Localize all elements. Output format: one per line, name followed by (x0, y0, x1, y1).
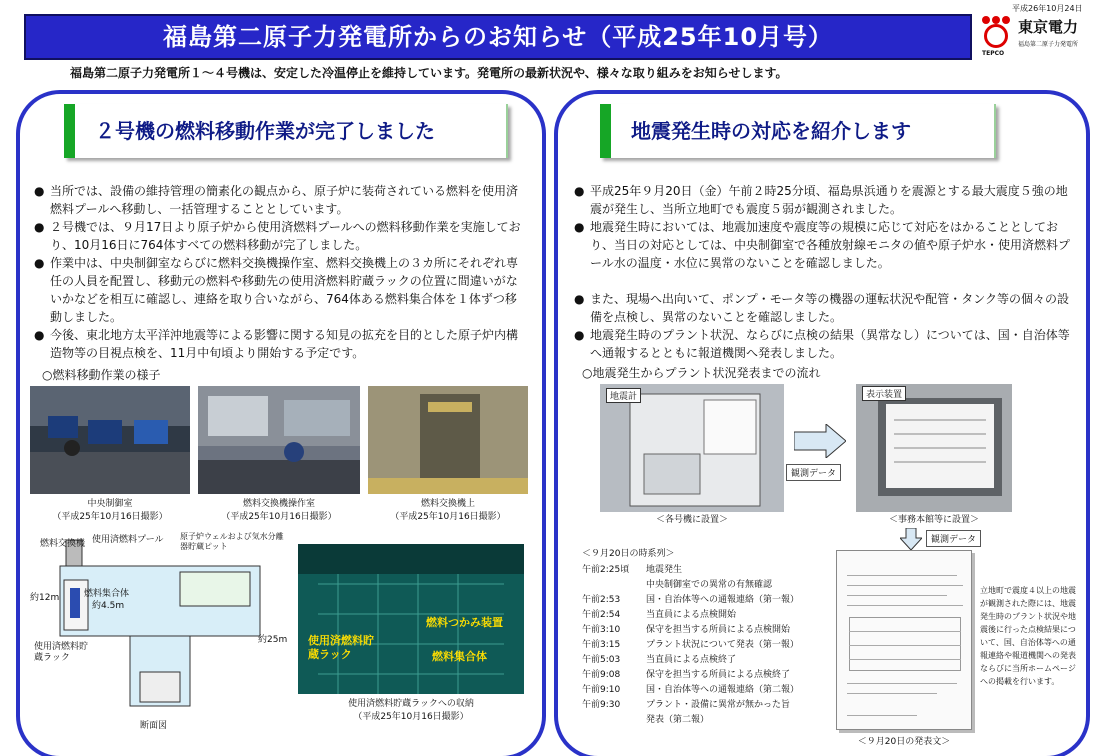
press-release-document (836, 550, 972, 730)
photo-control-room (30, 386, 190, 494)
left-bullet-4: ● 今後、東北地方太平洋沖地震等による影響に関する知見の拡充を目的とした原子炉内構造物等の目視点検を、11月中旬頃より開始する予定です。 (34, 328, 519, 360)
left-bullet-3: ● 作業中は、中央制御室ならびに燃料交換機操作室、燃料交換機上の３カ所にそれぞれ専任の人員を配置し、移動元の燃料や移動先の使用済燃料貯蔵ラックの位置に間違いがないかなどを相互に確認し、連絡を取り合いながら、764体ある燃料集合体を１体ずつ移動しました。 (34, 256, 519, 324)
caption-press-release: ＜９月20日の発表文＞ (857, 737, 951, 747)
timeline-event: 地震発生 (646, 565, 683, 575)
page-title: 福島第二原子力発電所からのお知らせ（平成25年10月号） (24, 14, 972, 60)
caption-fuel-handling-room: 燃料交換機操作室 （平成25年10月16日撮影） (221, 499, 337, 522)
timeline-event: 中央制御室での異常の有無確認 (646, 580, 773, 590)
timeline-time: 午前9:08 (582, 670, 621, 680)
photo-seismometer (600, 384, 784, 512)
diagram-label-fuel-assembly: 燃料集合体 (84, 589, 130, 599)
right-bullet-4: ● 地震発生時のプラント状況、ならびに点検の結果（異常なし）については、国・自治体等へ通報するとともに報道機関へ発表しました。 (574, 328, 1070, 360)
issue-date: 平成26年10月24日 (1012, 4, 1083, 13)
pool-label-storage-rack: 使用済燃料貯蔵ラック (308, 634, 374, 661)
right-section-label: ○地震発生からプラント状況発表までの流れ (582, 366, 821, 380)
timeline-event: プラント状況について発表（第一報） (646, 640, 799, 650)
left-panel-title: ２号機の燃料移動作業が完了しました (64, 104, 508, 158)
diagram-label-spent-fuel-pool: 使用済燃料プール (92, 535, 164, 545)
timeline-time: 午前2:54 (582, 610, 621, 620)
timeline-event: 保守を担当する所員による点検終了 (646, 670, 791, 680)
diagram-label-25m: 約25m (258, 635, 288, 645)
timeline-event: プラント・設備に異常が無かった旨 (646, 700, 791, 710)
timeline-event: 当直員による点検終了 (646, 655, 737, 665)
diagram-label-12m: 約12m (30, 593, 60, 603)
timeline-time: 午前9:10 (582, 685, 621, 695)
timeline-event: 発表（第二報） (646, 715, 710, 725)
timeline-time: 午前9:30 (582, 700, 621, 710)
photo-fuel-handling-room (198, 386, 360, 494)
pool-label-fuel-assembly: 燃料集合体 (432, 650, 487, 663)
photo-fuel-handling-machine (368, 386, 528, 494)
flow-arrow-icon (794, 424, 846, 462)
caption-fuel-handling-machine: 燃料交換機上 （平成25年10月16日撮影） (390, 499, 506, 522)
right-panel-title: 地震発生時の対応を紹介します (600, 104, 996, 158)
right-bullet-2: ● 地震発生時においては、地震加速度や震度等の規模に応じて対応をはかることとしており、当日の対応としては、中央制御室で各種放射線モニタの値や原子炉水・使用済燃料プール水の温度・水位に異常のないことを確認しました。 (574, 220, 1071, 270)
cross-section-diagram (30, 532, 290, 732)
logo-name: 東京電力 (1018, 18, 1079, 36)
logo-ring-icon (984, 24, 1008, 48)
left-bullet-1: ● 当所では、設備の維持管理の簡素化の観点から、原子炉に装荷されている燃料を使用済燃料プールへ移動し、一括管理することとしています。 (34, 184, 519, 216)
timeline-time: 午前2:53 (582, 595, 621, 605)
logo-tepco: TEPCO (982, 50, 1005, 57)
photo-display-unit (856, 384, 1012, 512)
caption-display-unit: ＜事務本館等に設置＞ (888, 515, 979, 525)
pool-label-gripper: 燃料つかみ装置 (426, 616, 503, 629)
timeline-time: 午前3:15 (582, 640, 621, 650)
timeline-title: ＜９月20日の時系列＞ (582, 549, 675, 559)
timeline-time: 午前3:10 (582, 625, 621, 635)
timeline-event: 当直員による点検開始 (646, 610, 737, 620)
caption-seismometer: ＜各号機に設置＞ (655, 515, 728, 525)
diagram-label-storage-rack: 使用済燃料貯蔵ラック (34, 642, 89, 663)
caption-control-room: 中央制御室 （平成25年10月16日撮影） (52, 499, 168, 522)
disclosure-note: 立地町で震度４以上の地震が観測された際には、地震発生時のプラント状況や地震後に行った点検結果について、国、自治体等への通報連絡や報道機関への発表ならびに当所ホームページへの掲載を行います。 (980, 586, 1076, 686)
tepco-logo (980, 14, 1092, 58)
logo-subname: 福島第二原子力発電所 (1018, 41, 1079, 48)
right-bullet-1: ● 平成25年９月20日（金）午前２時25分頃、福島県浜通りを震源とする最大震度５強の地震が発生し、当所立地町でも震度５弱が観測されました。 (574, 184, 1068, 216)
right-bullet-3: ● また、現場へ出向いて、ポンプ・モータ等の機器の運転状況や配管・タンク等の個々の設備を点検し、異常のないことを確認しました。 (574, 292, 1070, 324)
timeline-time: 午前5:03 (582, 655, 621, 665)
data-label-1: 観測データ (786, 464, 841, 481)
diagram-label-4-5m: 約4.5m (92, 601, 125, 611)
caption-spent-fuel-pool: 使用済燃料貯蔵ラックへの収納 （平成25年10月16日撮影） (348, 699, 474, 722)
left-section-label: ○燃料移動作業の様子 (42, 368, 161, 382)
timeline-event: 国・自治体等への通報連絡（第一報） (646, 595, 800, 605)
data-label-2: 観測データ (926, 530, 981, 547)
seismometer-label: 地震計 (606, 388, 641, 403)
timeline-time: 午前2:25頃 (582, 565, 630, 575)
timeline-event: 国・自治体等への通報連絡（第二報） (646, 685, 800, 695)
left-bullet-2: ● ２号機では、９月17日より原子炉から使用済燃料プールへの燃料移動作業を実施しており、10月16日に764体すべての燃料移動が完了しました。 (34, 220, 521, 252)
diagram-caption: 断面図 (140, 721, 168, 731)
page-subtitle: 福島第二原子力発電所１～４号機は、安定した冷温停止を維持しています。発電所の最新状況や、様々な取り組みをお知らせします。 (70, 66, 788, 80)
diagram-label-reactor-well: 原子炉ウェルおよび気水分離器貯蔵ピット (180, 532, 284, 551)
photo-spent-fuel-pool (298, 544, 524, 694)
diagram-label-fuel-handling-machine: 燃料交換機 (40, 539, 86, 549)
display-label: 表示装置 (862, 386, 906, 401)
timeline-event: 保守を担当する所員による点検開始 (646, 625, 791, 635)
